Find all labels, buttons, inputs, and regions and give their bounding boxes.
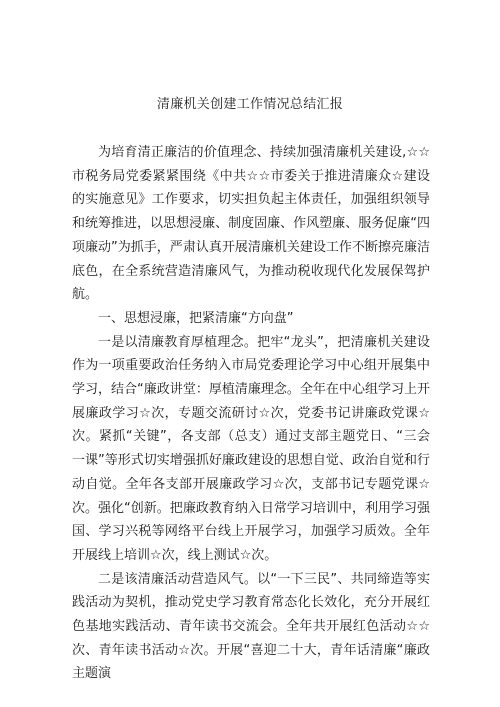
document-body — [72, 141, 430, 686]
paragraph-intro: 为培育清正廉洁的价值理念、持续加强清廉机关建设,☆☆市税务局党委紧紧围绕《中共☆☆市委关于推进清廉众☆建设的实施意见》工作要求，切实担负起主体责任，加强组织领导和统筹推进，以思想浸廉、制度固廉、作风塑廉、服务促廉“四项廉动”为抓手，严肃认真开展清廉机关建设工作不断擦亮廉洁底色，在全系统营造清廉风气，为推动税收现代化发展保驾护航。 — [72, 145, 430, 303]
paragraph-point-2: 二是该清廉活动营造风气。以“一下三民”、共同缔造等实践活动为契机，推动党史学习教育常态化长效化，充分开展红色基地实践活动、青年读书交流会。全年共开展红色活动☆☆次、青年读书活动☆次。开展“喜迎二十大，青年话清廉“廉政主题演 — [72, 571, 430, 682]
section-heading-1: 一、思想浸廉，把紧清廉“方向盘” — [98, 310, 294, 326]
paragraph-point-1: 一是以清廉教育厚植理念。把牢“龙头”，把清廉机关建设作为一项重要政治任务纳入市局党委理论学习中心组开展集中学习，结合“廉政讲堂：厚植清廉理念。全年在中心组学习上开展廉政学习☆次，专题交流研讨☆次，党委书记讲廉政党课☆次。紧抓“关键”，各支部（总支）通过支部主题党日、“三会一课”等形式切实增强抓好廉政建设的思想自觉、政治自觉和行动自觉。全年各支部开展廉政学习☆次，支部书记专题党课☆次。强化“创新。把廉政教育纳入日常学习培训中，利用学习强国、学习兴税等网络平台线上开展学习，加强学习质效。全年开展线上培训☆次，线上测试☆次。 — [72, 334, 430, 563]
document-title: 清廉机关创建工作情况总结汇报 — [156, 97, 344, 112]
